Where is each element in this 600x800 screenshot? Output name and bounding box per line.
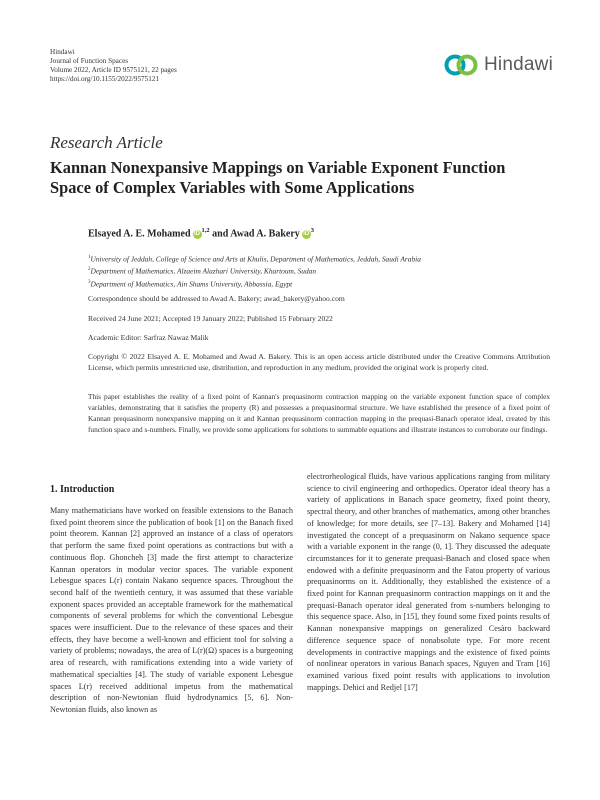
author-affil-sup: 1,2 <box>201 227 210 234</box>
volume-info: Volume 2022, Article ID 9575121, 22 pages <box>50 66 177 74</box>
hindawi-logo <box>443 50 553 80</box>
author-conjunction: and <box>212 228 229 240</box>
orcid-icon[interactable]: iD <box>303 231 310 238</box>
affiliations <box>88 252 421 289</box>
publication-dates: Received 24 June 2021; Accepted 19 January 2022; Published 15 February 2022 <box>88 314 333 323</box>
body-column-left: Many mathematicians have worked on feasible extensions to the Banach fixed point theorem since the publication of book [1] on the Banach fixed point theorem. Kannan [2] approved an instance of a class of operators that perform the same fixed point operations as contractions but with a continuous flop. Ghoncheh [3] made the first attempt to characterize Kannan operators in modular vector spaces. The variable exponent Lebesgue spaces L(r) contain Nakano sequence spaces. Throughout the second half of the twentieth century, it was assumed that these variable exponent spaces provided an acceptable framework for the mathematical components of several problems for which the conventional Lebesgue spaces were insufficient. Due to the relevance of these spaces and their effects, they have become a well-known and efficient tool for solving a variety of problems; nowadays, the area of L(r)(Ω) spaces is a burgeoning area of research, with ramifications extending into a wide variety of mathematical specialties [4]. The study of variable exponent Lebesgue spaces L(r) received additional impetus from the mathematical description of non-Newtonian fluid hydrodynamics [5, 6]. Non-Newtonian fluids, also known as <box>50 506 293 714</box>
abstract: This paper establishes the reality of a fixed point of Kannan's prequasinorm contraction mapping on the variable exponent function space of complex variables, demonstrating that it satisfies the property (R) and possesses a prequasinormal structure. We have established the presence of a fixed point of Kannan prequasinorm nonexpansive mapping on it and Kannan prequasinorm contraction mapping in the prequasi-Banach operator ideal, created by this function space and s-numbers. Finally, we provide some applications for solutions to summable equations and illustrate instances to corroborate our findings. <box>88 392 550 434</box>
author-list <box>88 227 314 239</box>
article-title: Kannan Nonexpansive Mappings on Variable Exponent Function Space of Complex Variables with Some Applications <box>50 158 506 197</box>
author-name[interactable]: Elsayed A. E. Mohamed <box>88 228 191 240</box>
copyright-notice: Copyright © 2022 Elsayed A. E. Mohamed and Awad A. Bakery. This is an open access article distributed under the Creative Commons Attribution License, which permits unrestricted use, distribution, and reproduction in any medium, provided the original work is properly cited. <box>88 352 550 372</box>
affiliation-item: $^3$Department of Mathematics, Ain Shams University, Abbassia, Egypt <box>88 279 293 289</box>
journal-name: Journal of Function Spaces <box>50 57 129 65</box>
academic-editor: Academic Editor: Sarfraz Nawaz Malik <box>88 333 209 342</box>
doi-link[interactable]: https://doi.org/10.1155/2022/9575121 <box>50 75 160 83</box>
body-column-right: electrorheological fluids, have various applications ranging from military science to civil engineering and orthopedics. Operator ideal theory has a variety of applications in Banach space geometry, fixed point theory, spectral theory, and other branches of mathematics, among other branches of knowledge; for more details, see [7–13]. Bakery and Mohamed [14] investigated the concept of a prequasinorm on Nakano sequence space with a variable exponent in the range (0, 1]. They discussed the adequate circumstances for it to generate prequasi-Banach and closed space when endowed with a definite prequasinorm and the Fatou property of various prequasinorms on it. Additionally, they established the existence of a fixed point for Kannan prequasinorm contraction mappings on it and the prequasi-Banach operator ideal generated from s-numbers belonging to this sequence space. Also, in [15], they found some fixed points results of Kannan nonexpansive mappings on generalized Cesàro backward difference sequence space of nonabsolute type. For more recent developments in contractive mappings and the existence of fixed points of nonlinear operators in various Banach spaces, Nguyen and Tram [16] examined various fixed point results with applications to involution mappings. Dehici and Redjel [17] <box>307 472 550 692</box>
correspondence: Correspondence should be addressed to Awad A. Bakery; awad_bakery@yahoo.com <box>88 294 345 303</box>
article-type: Research Article <box>50 133 163 152</box>
affiliation-item: $^2$Department of Mathematics, Alzaeim Alazhari University, Khartoum, Sudan <box>88 266 317 276</box>
hindawi-rings-icon <box>443 54 479 76</box>
logo-text: Hindawi <box>484 54 553 75</box>
author-name[interactable]: Awad A. Bakery <box>230 228 300 240</box>
author-affil-sup: 3 <box>310 227 315 234</box>
affiliation-item: $^1$University of Jeddah, College of Science and Arts at Khulis, Department of Mathematics, Jeddah, Saudi Arabia <box>88 254 421 264</box>
journal-header <box>50 48 177 84</box>
section-heading: 1. Introduction <box>50 484 115 495</box>
orcid-icon[interactable]: iD <box>194 231 201 238</box>
publisher-name: Hindawi <box>50 48 75 56</box>
